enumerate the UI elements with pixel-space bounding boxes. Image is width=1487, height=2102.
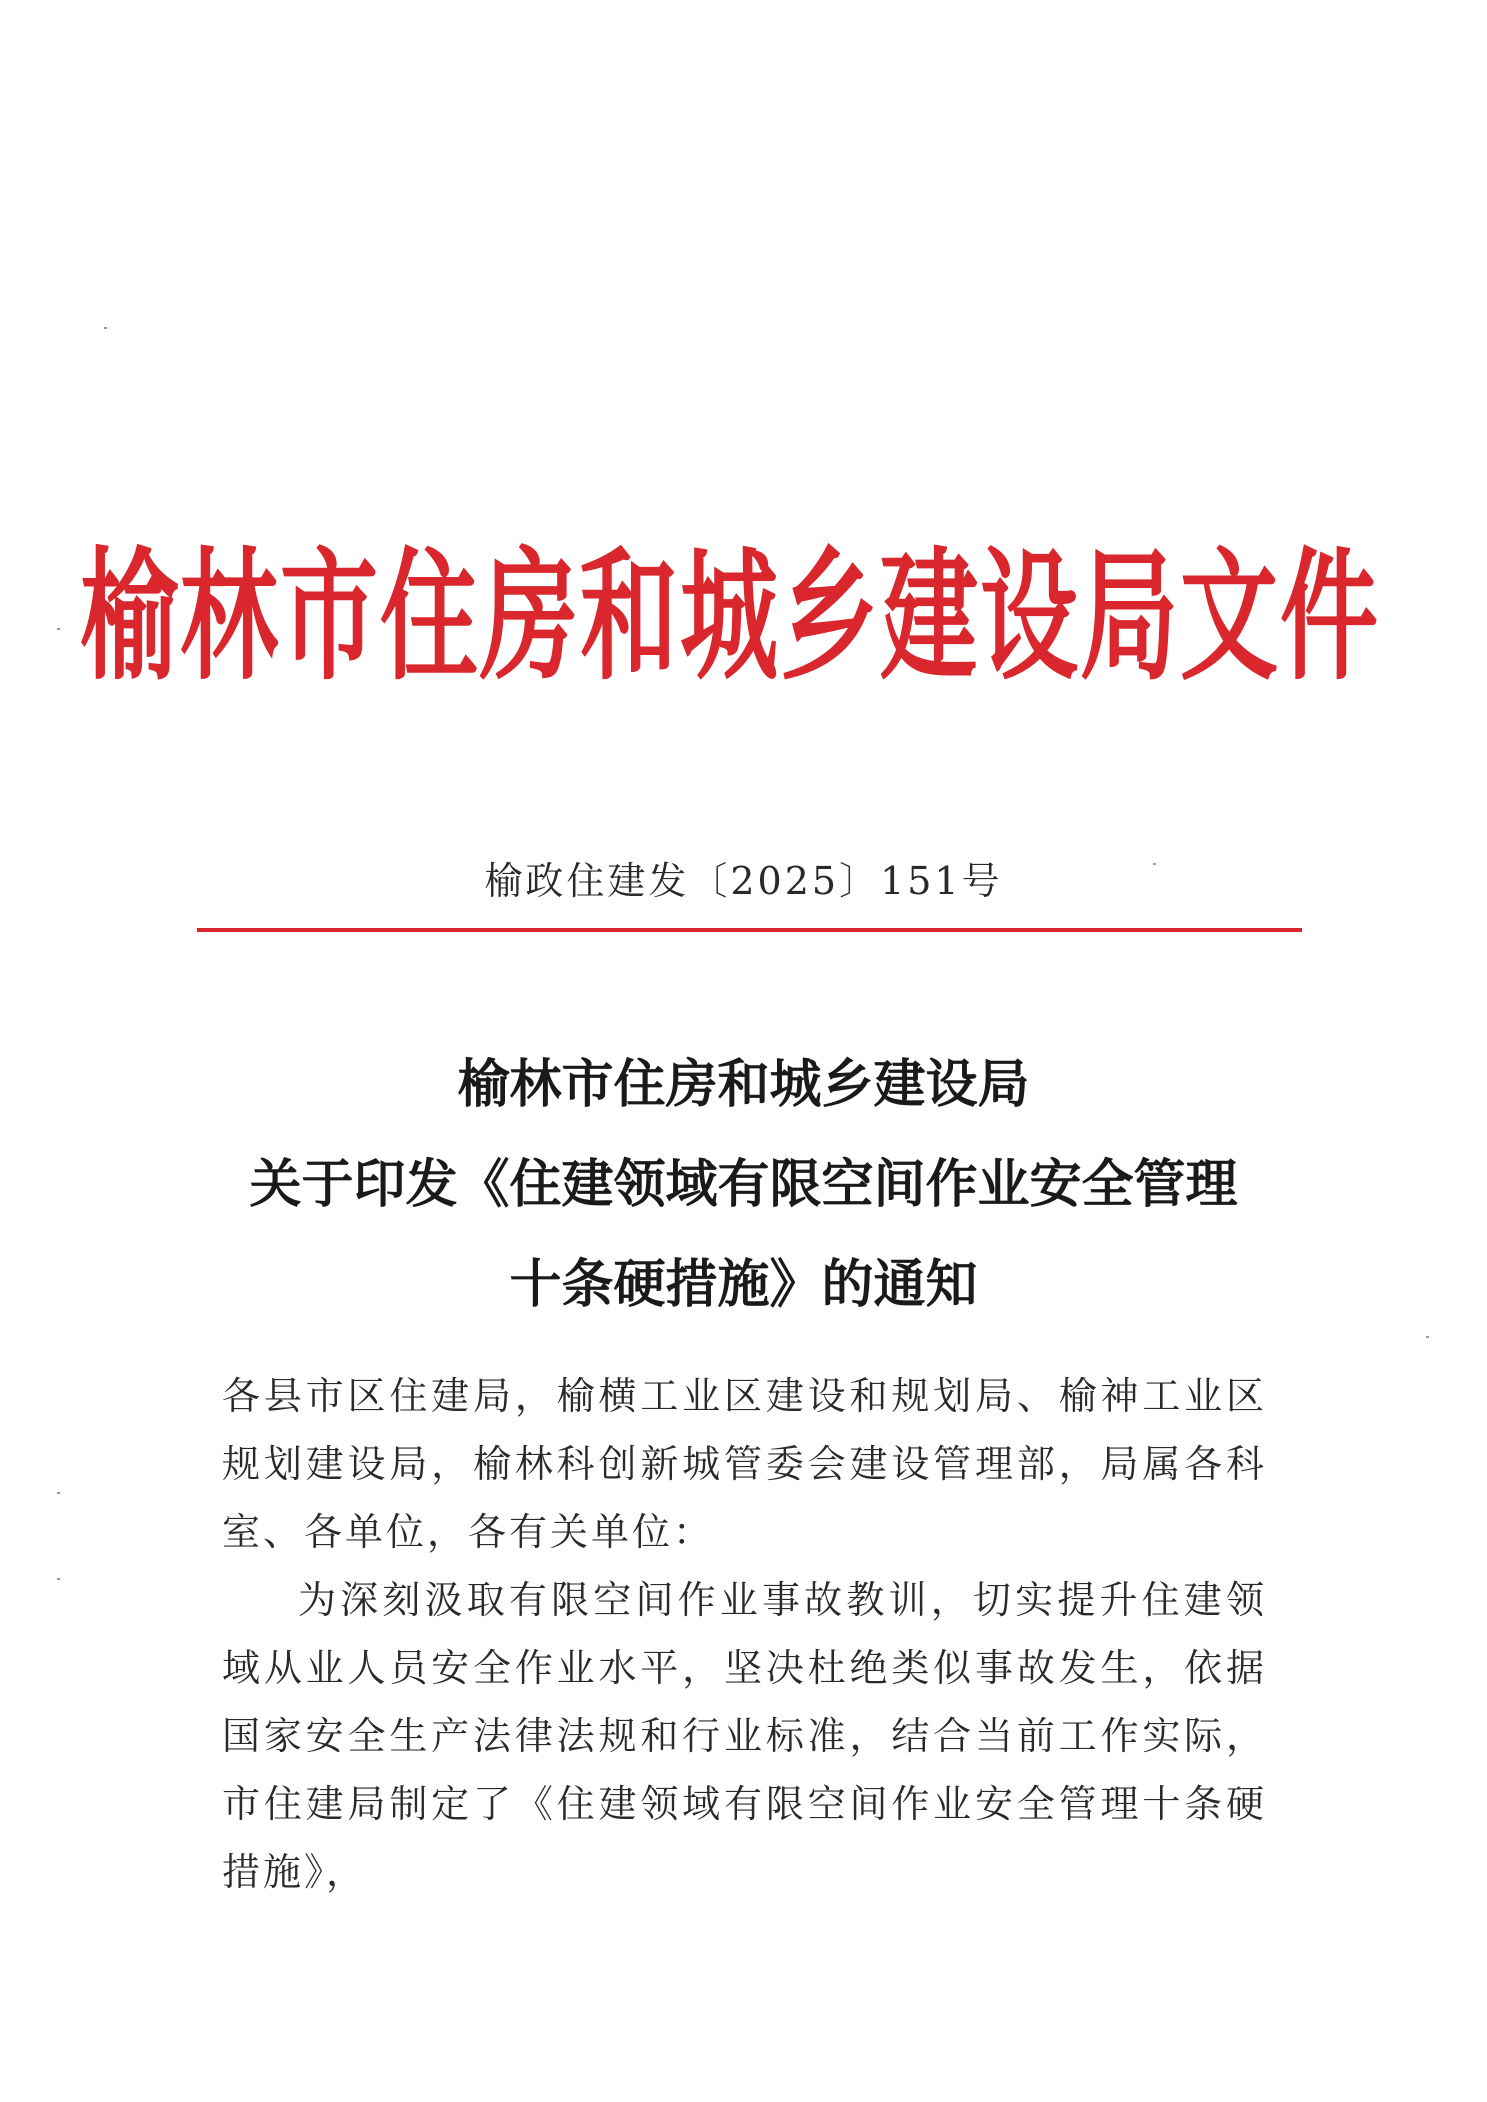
scan-speck: [57, 1578, 60, 1580]
scan-speck: [57, 1492, 60, 1494]
title-line-2: 关于印发《住建领域有限空间作业安全管理: [249, 1154, 1238, 1215]
salutation: 各县市区住建局，榆横工业区建设和规划局、榆神工业区规划建设局，榆林科创新城管委会建设管理部，局属各科室、各单位，各有关单位：: [222, 1374, 1267, 1554]
red-divider-line: [197, 928, 1302, 932]
issuer-banner-text: 榆林市住房和城乡建设局文件: [80, 534, 1381, 700]
body-paragraph-1: 为深刻汲取有限空间作业事故教训，切实提升住建领域从业人员安全作业水平，坚决杜绝类似事故发生，依据国家安全生产法律法规和行业标准，结合当前工作实际，市住建局制定了《住建领域有限空间作业安全管理十条硬措施》，: [222, 1578, 1267, 1894]
issuer-banner: [80, 460, 1381, 750]
title-line-1: 榆林市住房和城乡建设局: [457, 1054, 1030, 1115]
title-line-3: 十条硬措施》的通知: [509, 1254, 978, 1315]
scan-speck: [57, 628, 60, 630]
document-body: [222, 1362, 1267, 1906]
scan-speck: [1153, 863, 1156, 865]
document-number: 榆政住建发〔2025〕151号: [484, 859, 1003, 903]
scan-speck: [104, 327, 107, 329]
document-title: [0, 1035, 1487, 1335]
scan-speck: [1426, 1336, 1429, 1338]
